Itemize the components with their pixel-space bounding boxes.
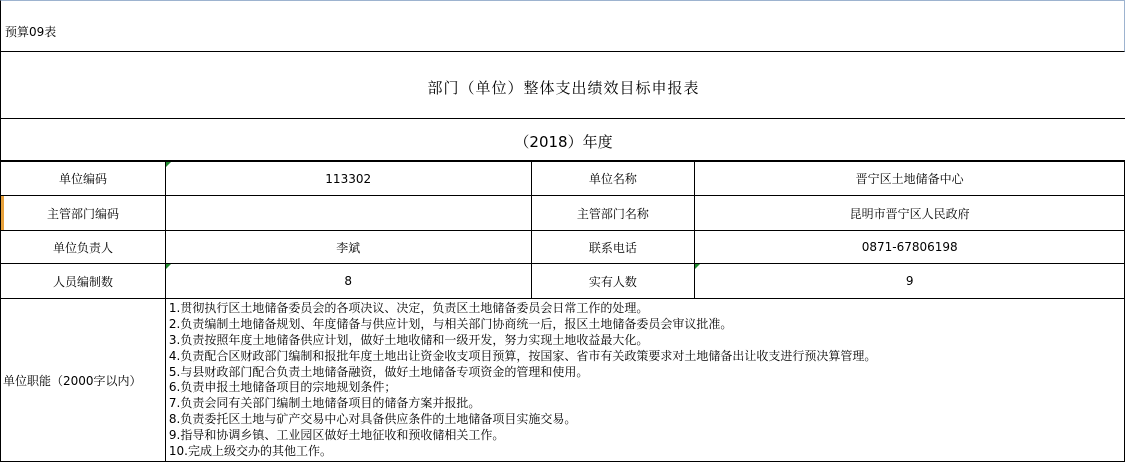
- duty-item: 2.负责编制土地储备规划、年度储备与供应计划，与相关部门协商统一后，报区土地储备委员会审议批准。: [168, 316, 733, 331]
- staff-quota-value-cell[interactable]: [165, 264, 531, 299]
- form-year: （2018）年度: [514, 133, 613, 151]
- table-row: [1, 299, 1125, 462]
- dept-name-value-cell[interactable]: 昆明市晋宁区人民政府: [695, 196, 1125, 231]
- form-code-cell[interactable]: [0, 0, 1125, 52]
- duty-item: 7.负责会同有关部门编制土地储备项目的储备方案并报批。: [168, 396, 481, 411]
- form-title: 部门（单位）整体支出绩效目标申报表: [427, 79, 700, 97]
- duty-item: 3.负责按照年度土地储备供应计划，做好土地收储和一级开发，努力实现土地收益最大化。: [168, 332, 649, 347]
- table-row: [1, 231, 1125, 264]
- duties-cell[interactable]: [165, 299, 1124, 462]
- duty-item: 4.负责配合区财政部门编制和报批年度土地出让资金收支项目预算，按国家、省市有关政策要求对土地储备出让收支进行预决算管理。: [168, 348, 877, 363]
- unit-name-value-cell[interactable]: 晋宁区土地储备中心: [695, 162, 1125, 196]
- duty-item: 10.完成上级交办的其他工作。: [168, 444, 332, 459]
- table-row: [1, 196, 1125, 231]
- comment-marker-icon: [166, 162, 171, 167]
- unit-code-label-cell[interactable]: 单位编码: [1, 162, 166, 196]
- unit-code-value: 113302: [325, 171, 372, 186]
- staff-actual-value-cell[interactable]: [695, 264, 1125, 299]
- year-cell[interactable]: [0, 119, 1125, 161]
- comment-marker-icon: [695, 264, 700, 269]
- staff-actual-value: 9: [905, 274, 914, 288]
- info-table: [0, 161, 1125, 462]
- staff-quota-value: 8: [344, 274, 353, 288]
- duty-item: 9.指导和协调乡镇、工业园区做好土地征收和预收储相关工作。: [168, 428, 505, 443]
- leader-label-cell[interactable]: 单位负责人: [1, 231, 166, 264]
- unit-name-label-cell[interactable]: 单位名称: [531, 162, 695, 196]
- duty-item: 1.贯彻执行区土地储备委员会的各项决议、决定，负责区土地储备委员会日常工作的处理。: [168, 301, 649, 315]
- phone-label-cell[interactable]: 联系电话: [531, 231, 695, 264]
- title-cell[interactable]: [0, 52, 1125, 119]
- form-code-text: 预算09表: [5, 25, 57, 39]
- dept-code-label-cell[interactable]: 主管部门编码: [1, 196, 166, 231]
- comment-marker-icon: [166, 264, 171, 269]
- leader-value-cell[interactable]: 李斌: [165, 231, 531, 264]
- duty-item: 8.负责委托区土地与矿产交易中心对具备供应条件的土地储备项目实施交易。: [168, 412, 577, 427]
- staff-quota-label-cell[interactable]: 人员编制数: [1, 264, 166, 299]
- staff-actual-label-cell[interactable]: 实有人数: [531, 264, 695, 299]
- duties-label-cell[interactable]: 单位职能（2000字以内）: [1, 299, 166, 462]
- duty-item: 6.负责申报土地储备项目的宗地规划条件；: [168, 380, 397, 395]
- duty-item: 5.与县财政部门配合负责土地储备融资，做好土地储备专项资金的管理和使用。: [168, 364, 589, 379]
- phone-value-cell[interactable]: 0871-67806198: [695, 231, 1125, 264]
- unit-code-value-cell[interactable]: [165, 162, 531, 196]
- table-row: [1, 264, 1125, 299]
- table-row: [1, 162, 1125, 196]
- dept-name-label-cell[interactable]: 主管部门名称: [531, 196, 695, 231]
- dept-code-value-cell[interactable]: [165, 196, 531, 231]
